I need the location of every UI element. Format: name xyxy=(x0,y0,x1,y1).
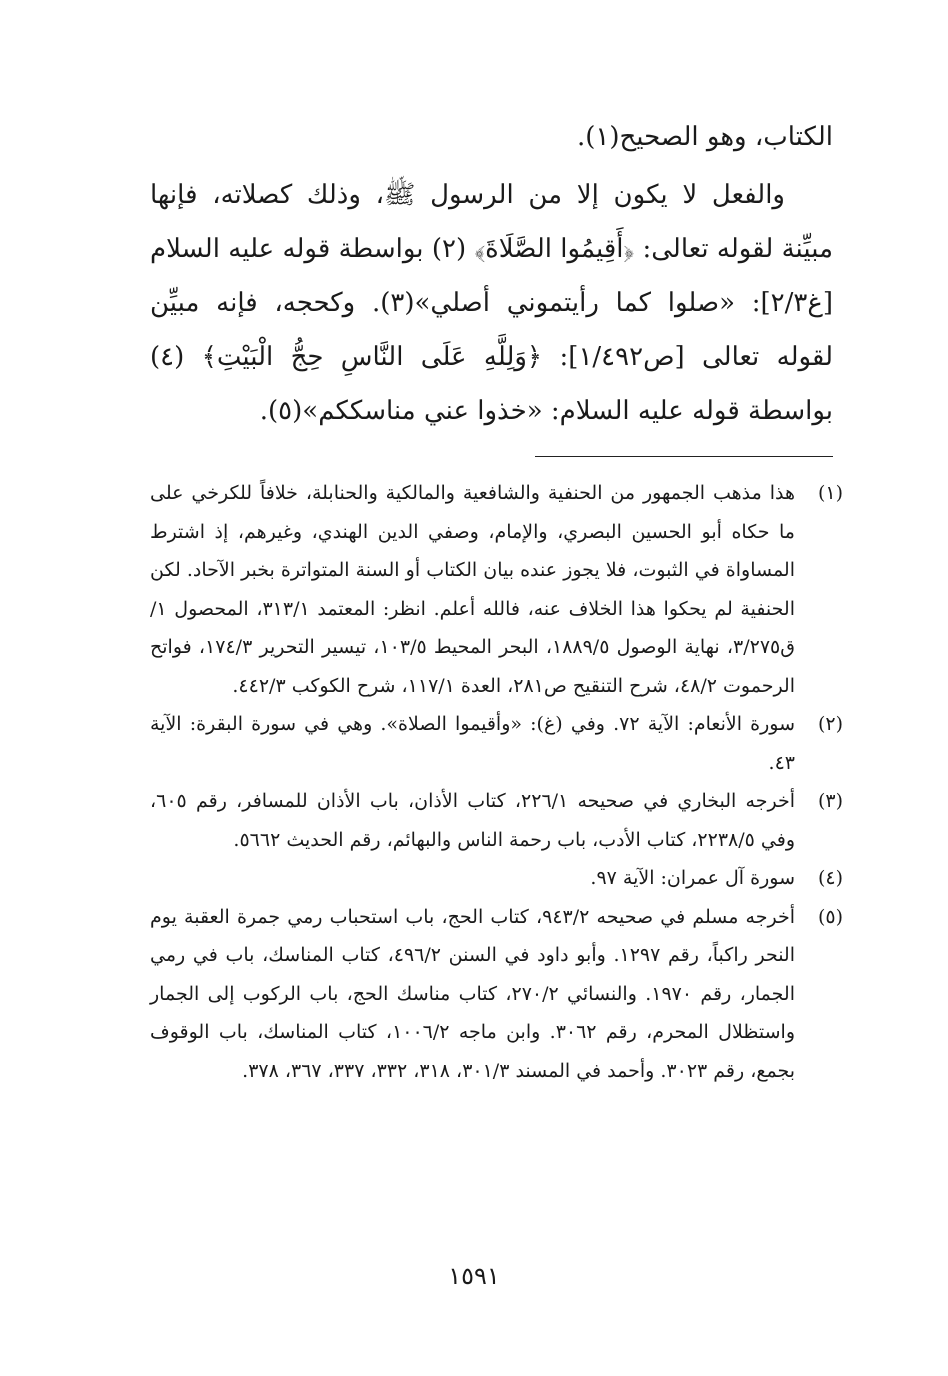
footnote-separator xyxy=(535,456,833,457)
footnote-text: أخرجه مسلم في صحيحه ٩٤٣/٢، كتاب الحج، باب استحباب رمي جمرة العقبة يوم النحر راكباً، رقم ١٢٩٧. وأبو داود في السنن ٤٩٦/٢، كتاب المناسك، باب في رمي الجمار، رقم ١٩٧٠. والنسائي ٢٧٠/٢، كتاب مناسك الحج، باب الركوب إلى الجمار واستظلال المحرم، رقم ٣٠٦٢. وابن ماجه ١٠٠٦/٢، كتاب المناسك، باب الوقوف بجمع، رقم ٣٠٢٣. وأحمد في المسند ٣٠١/٣، ٣١٨، ٣٣٢، ٣٣٧، ٣٦٧، ٣٧٨. xyxy=(150,905,796,1082)
footnote-number: (٥) xyxy=(817,905,843,928)
footnote-number: (٤) xyxy=(817,867,843,889)
footnote-text: هذا مذهب الجمهور من الحنفية والشافعية والمالكية والحنابلة، خلافاً للكرخي على ما حكاه أبو الحسين البصري، والإمام، وصفي الدين الهندي، وغيرهم، إذ اشترط المساواة في الثبوت، فلا يجوز عنده بيان الكتاب أو السنة المتواترة بخبر الآحاد. لكن الحنفية لم يحكوا هذا الخلاف عنه، فالله أعلم. انظر: المعتمد ٣١٣/١، المحصول ١/ق٣/٢٧٥، نهاية الوصول ١٨٨٩/٥، البحر المحيط ١٠٣/٥، تيسير التحرير ١٧٤/٣، فواتح الرحموت ٤٨/٢، شرح التنقيح ص٢٨١، العدة ١١٧/١، شرح الكوكب ٤٤٢/٣. xyxy=(150,482,796,697)
footnote-number: (٢) xyxy=(817,713,843,735)
footnotes xyxy=(150,474,843,1090)
main-paragraph-2 xyxy=(150,168,833,438)
footnote-2 xyxy=(150,705,843,782)
footnote-4 xyxy=(150,859,843,898)
page-number: ١٥٩١ xyxy=(448,1262,500,1290)
footnote-text: أخرجه البخاري في صحيحه ٢٢٦/١، كتاب الأذان، باب الأذان للمسافر، رقم ٦٠٥، وفي ٢٢٣٨/٥، كتاب الأدب، باب رحمة الناس والبهائم، رقم الحديث ٥٦٦٢. xyxy=(150,790,795,851)
main-paragraph-2-text: والفعل لا يكون إلا من الرسول ﷺ، وذلك كصلاته، فإنها مبيِّنة لقوله تعالى: ﴿أَقِيمُوا الصَّلَاةَ﴾ (٢) بواسطة قوله عليه السلام [غ٢/٣]: «صلوا كما رأيتموني أصلي»(٣). وكحجه، فإنه مبيِّن لقوله تعالى [ص١/٤٩٢]: ﴿وَلِلَّهِ عَلَى النَّاسِ حِجُّ الْبَيْتِ﴾ (٤) بواسطة قوله عليه السلام: «خذوا عني مناسككم»(٥). xyxy=(150,180,833,426)
footnote-number: (١) xyxy=(817,482,843,504)
footnote-5 xyxy=(150,898,843,1091)
footnote-1 xyxy=(150,474,843,705)
main-paragraph-1: الكتاب، وهو الصحيح(١). xyxy=(576,122,833,152)
footnote-text: سورة الأنعام: الآية ٧٢. وفي (غ): «وأقيموا الصلاة». وهي في سورة البقرة: الآية ٤٣. xyxy=(150,713,795,774)
footnote-text: سورة آل عمران: الآية ٩٧. xyxy=(590,867,795,889)
main-text xyxy=(150,110,833,438)
footnote-number: (٣) xyxy=(817,790,843,812)
footnote-3 xyxy=(150,782,843,859)
